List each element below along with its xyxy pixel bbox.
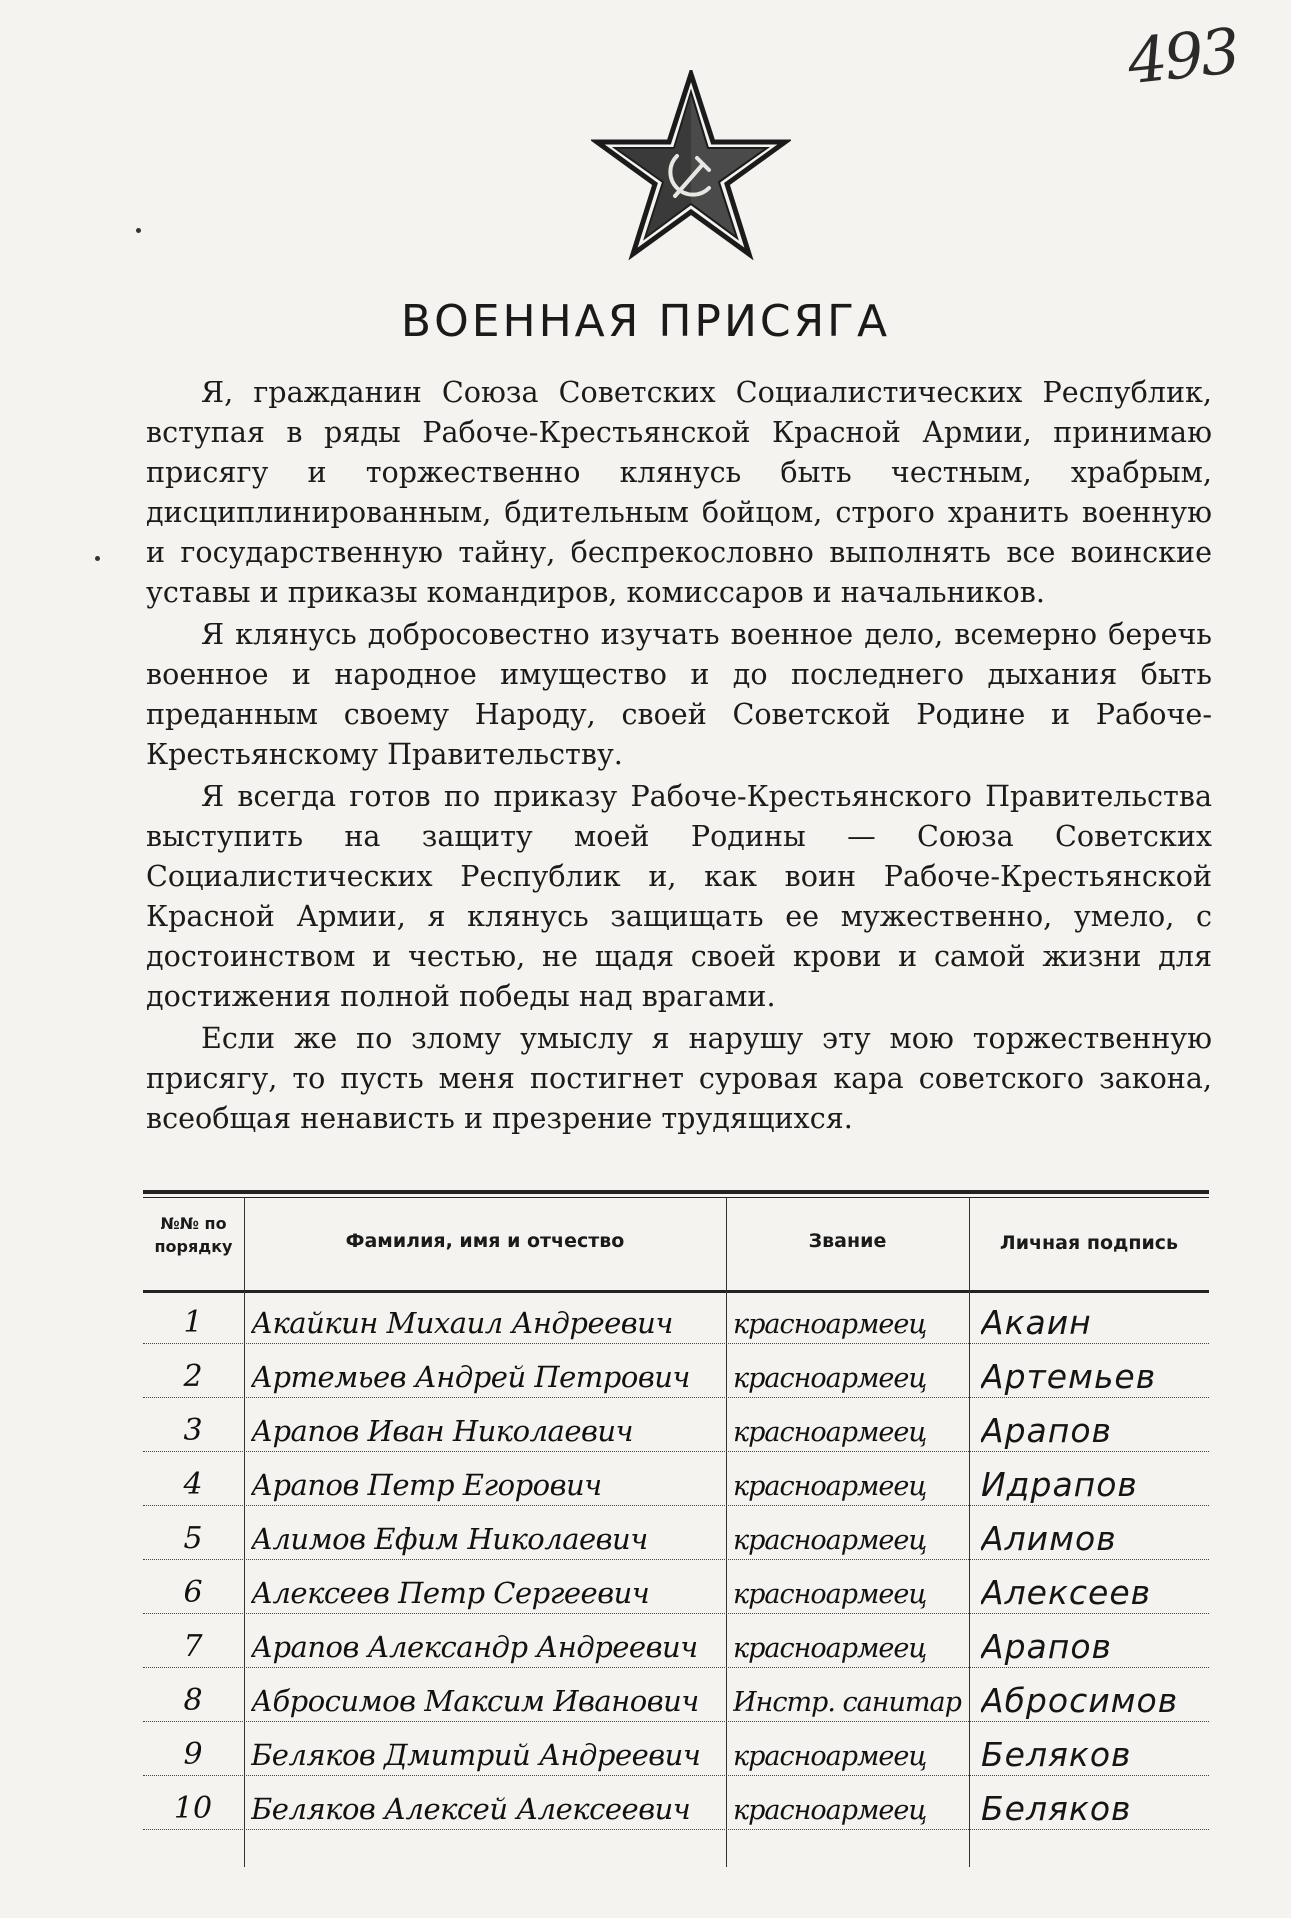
- table-row: [143, 1510, 1209, 1564]
- row-rank: Инстр. санитар: [733, 1687, 961, 1718]
- oath-paragraph-1: Я, гражданин Союза Советских Социалистических Республик, вступая в ряды Рабоче-Крестьянской Красной Армии, принимаю присягу и торжественно клянусь быть честным, храбрым, дисциплинированным, бдительным бойцом, строго хранить военную и государственную тайну, беспрекословно выполнять все воинские уставы и приказы командиров, комиссаров и начальников.: [146, 375, 1212, 609]
- row-number: 2: [183, 1359, 203, 1394]
- row-signature: Арапов: [981, 1627, 1112, 1666]
- row-rank: красноармеец: [733, 1741, 927, 1772]
- table-top-rule-thin: [143, 1197, 1209, 1198]
- table-row: [143, 1564, 1209, 1618]
- row-full-name: Алимов Ефим Николаевич: [251, 1522, 648, 1556]
- row-rank: красноармеец: [733, 1795, 927, 1826]
- table-row: [143, 1348, 1209, 1402]
- row-full-name: Беляков Дмитрий Андреевич: [251, 1738, 701, 1772]
- row-dotted-line: [143, 1829, 1209, 1830]
- row-number: 1: [183, 1305, 203, 1340]
- row-dotted-line: [143, 1721, 1209, 1722]
- scan-speck: [136, 228, 141, 233]
- header-full-name: Фамилия, имя и отчество: [345, 1230, 625, 1252]
- row-signature: Алексеев: [981, 1573, 1152, 1612]
- row-dotted-line: [143, 1559, 1209, 1560]
- row-full-name: Абросимов Максим Иванович: [251, 1684, 699, 1718]
- row-number: 7: [183, 1629, 203, 1664]
- oath-text: [146, 372, 1212, 1138]
- table-row: [143, 1780, 1209, 1834]
- oath-paragraph-2: Я клянусь добросовестно изучать военное дело, всемерно беречь военное и народное имущество и до последнего дыхания быть преданным своему Народу, своей Советской Родине и Рабоче-Крестьянскому Правительству.: [146, 617, 1212, 771]
- document-title: ВОЕННАЯ ПРИСЯГА: [400, 296, 891, 347]
- header-rank: Звание: [808, 1230, 887, 1252]
- table-row: [143, 1618, 1209, 1672]
- table-row: [143, 1294, 1209, 1348]
- red-star-emblem-icon: [591, 70, 791, 260]
- table-row: [143, 1726, 1209, 1780]
- table-row: [143, 1402, 1209, 1456]
- row-number: 6: [183, 1575, 203, 1610]
- row-full-name: Арапов Александр Андреевич: [251, 1630, 698, 1664]
- archive-page-number: 493: [1124, 14, 1241, 99]
- row-signature: Арапов: [981, 1411, 1112, 1450]
- row-full-name: Артемьев Андрей Петрович: [251, 1360, 690, 1394]
- row-dotted-line: [143, 1397, 1209, 1398]
- row-number: 9: [183, 1737, 203, 1772]
- row-signature: Алимов: [981, 1519, 1117, 1558]
- row-rank: красноармеец: [733, 1417, 927, 1448]
- row-full-name: Акайкин Михаил Андреевич: [251, 1306, 673, 1340]
- row-signature: Акаин: [981, 1303, 1092, 1342]
- oath-paragraph-4: Если же по злому умыслу я нарушу эту мою торжественную присягу, то пусть меня постигнет суровая кара советского закона, всеобщая ненависть и презрение трудящихся.: [146, 1021, 1212, 1135]
- row-signature: Абросимов: [981, 1681, 1179, 1720]
- table-top-rule: [143, 1190, 1209, 1194]
- oath-paragraph-3: Я всегда готов по приказу Рабоче-Крестьянского Правительства выступить на защиту моей Родины — Союза Советских Социалистических Республик и, как воин Рабоче-Крестьянской Красной Армии, я клянусь защищать ее мужественно, умело, с достоинством и честью, не щадя своей крови и самой жизни для достижения полной победы над врагами.: [146, 779, 1212, 1013]
- row-rank: красноармеец: [733, 1579, 927, 1610]
- row-rank: красноармеец: [733, 1363, 927, 1394]
- row-rank: красноармеец: [733, 1525, 927, 1556]
- row-full-name: Беляков Алексей Алексеевич: [251, 1792, 691, 1826]
- row-number: 3: [183, 1413, 203, 1448]
- row-dotted-line: [143, 1505, 1209, 1506]
- row-dotted-line: [143, 1451, 1209, 1452]
- table-row: [143, 1672, 1209, 1726]
- row-full-name: Арапов Иван Николаевич: [251, 1414, 634, 1448]
- row-dotted-line: [143, 1775, 1209, 1776]
- table-header-rule: [143, 1290, 1209, 1293]
- header-signature: Личная подпись: [999, 1232, 1179, 1254]
- row-number: 5: [183, 1521, 203, 1556]
- row-number: 4: [183, 1467, 203, 1502]
- row-signature: Идрапов: [981, 1465, 1138, 1504]
- row-dotted-line: [143, 1613, 1209, 1614]
- row-rank: красноармеец: [733, 1633, 927, 1664]
- row-full-name: Арапов Петр Егорович: [251, 1468, 602, 1502]
- row-signature: Беляков: [981, 1735, 1132, 1774]
- row-full-name: Алексеев Петр Сергеевич: [251, 1576, 650, 1610]
- table-row: [143, 1456, 1209, 1510]
- signatures-table: [143, 1190, 1209, 1880]
- header-number: №№ по порядку: [154, 1214, 233, 1256]
- row-rank: красноармеец: [733, 1471, 927, 1502]
- row-number: 10: [173, 1791, 213, 1826]
- row-number: 8: [183, 1683, 203, 1718]
- scan-speck: [95, 556, 100, 561]
- row-rank: красноармеец: [733, 1309, 927, 1340]
- row-signature: Беляков: [981, 1789, 1132, 1828]
- row-dotted-line: [143, 1343, 1209, 1344]
- row-signature: Артемьев: [981, 1357, 1157, 1396]
- row-dotted-line: [143, 1667, 1209, 1668]
